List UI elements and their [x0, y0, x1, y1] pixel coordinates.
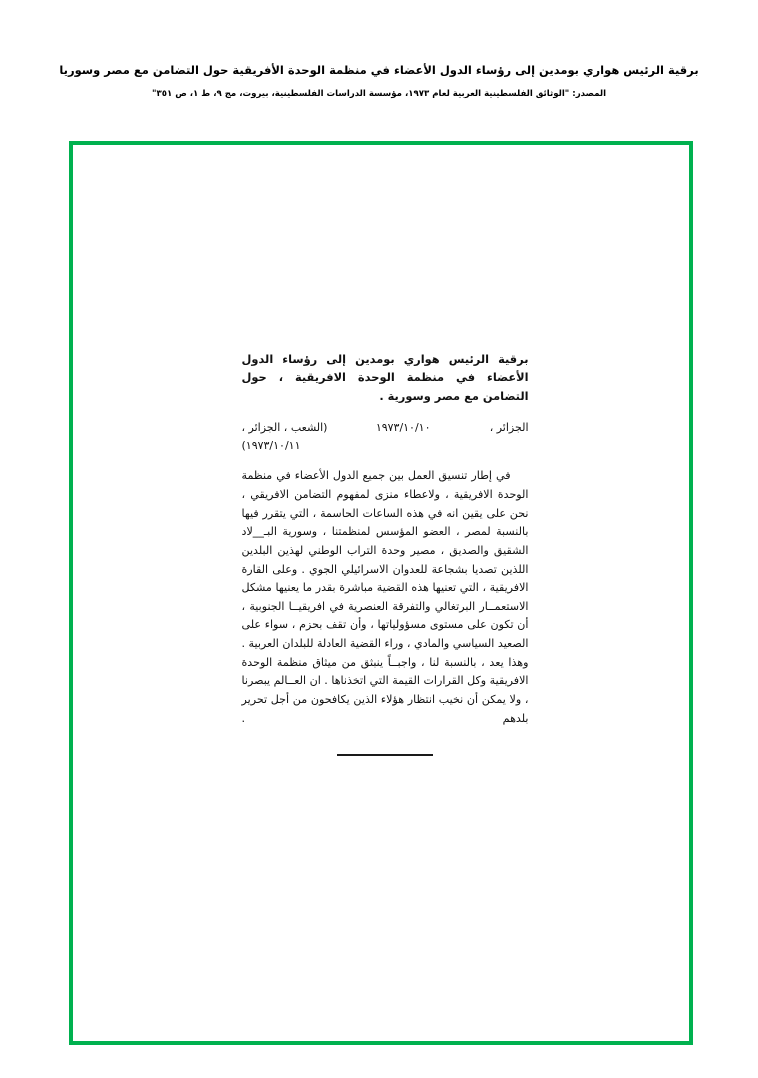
telegram-body: في إطار تنسيق العمل بين جميع الدول الأعضاء في منظمة الوحدة الافريقية ، ولاعطاء منزى لمفهوم التضامن الافريقي ، نحن على يقين انه في هذه الساعات الحاسمة ، التي يتقرر فيها بالنسبة لمصر ، العضو المؤسس لمنظمتنا ، وسورية البـ__لاد الشقيق والصديق ، مصير وحدة التراب الوطني لهذين البلدين اللذين تصديا بشجاعة للعدوان الاسرائيلي الجوي . وعلى القارة الافريقية ، التي تعنيها هذه القضية مباشرة بقدر ما يعنيها مشكل الاستعمــار البرتغالي والتفرقة العنصرية في افريقيــا الجنوبية ، أن تكون على مستوى مسؤولياتها ، وأن تقف بحزم ، سواء على الصعيد السياسي والمادي ، وراء القضية العادلة للبلدان العربية . وهذا يعد ، بالنسبة لنا ، واجبــاً ينبثق من ميثاق منظمة الوحدة الافريقية وكل القرارات القيمة التي اتخذناها . ان العــالم يبصرنا ، ولا يمكن أن نخيب انتظار هؤلاء الذين يكافحون من أجل تحرير بلدهم .: [241, 469, 529, 725]
source-paper-line2: ١٩٧٣/١٠/١١): [241, 439, 301, 452]
telegram-heading: برقية الرئيس هواري بومدين إلى رؤساء الدول الأعضاء في منظمة الوحدة الافريقية ، حول التضامن مع مصر وسورية .: [241, 352, 529, 403]
scanned-text-block: [73, 350, 697, 756]
end-rule: [337, 754, 433, 756]
scanned-page-frame: [69, 141, 693, 1045]
page-title: برقية الرئيس هواري بومدين إلى رؤساء الدول الأعضاء في منظمة الوحدة الأفريقية حول التضامن مع مصر وسوريا: [59, 63, 699, 77]
scan-column: [242, 350, 529, 756]
dateline-place: الجزائر ،: [489, 421, 529, 435]
document-header: [0, 62, 758, 100]
dateline: [242, 419, 529, 457]
source-paper-line1: (الشعب ، الجزائر ،: [241, 421, 328, 435]
source-paper: [242, 419, 328, 454]
end-rule-wrapper: [242, 754, 529, 756]
source-citation: المصدر: "الوثائق الفلسطينية العربية لعام ١٩٧٣، مؤسسة الدراسات الفلسطينية، بيروت، مج ٩، ط ١، ص ٣٥١": [151, 89, 607, 100]
dateline-date: ١٩٧٣/١٠/١٠: [375, 421, 431, 435]
